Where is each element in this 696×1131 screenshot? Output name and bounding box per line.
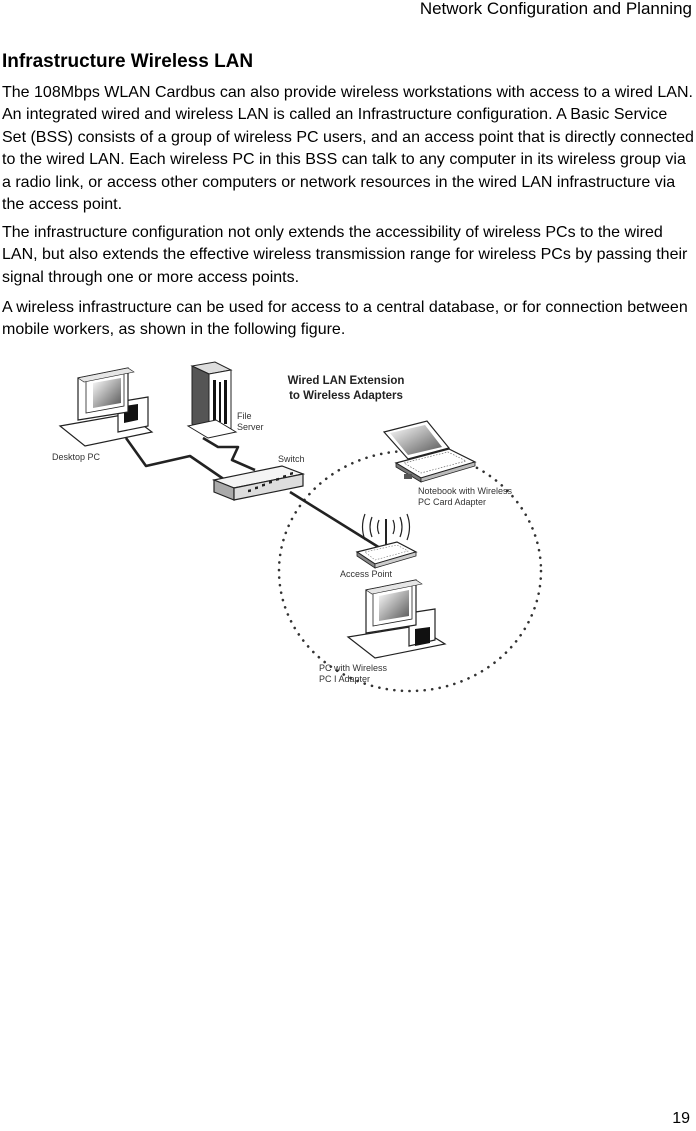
section-title: Infrastructure Wireless LAN: [2, 51, 254, 72]
paragraph-1: The 108Mbps WLAN Cardbus can also provide wireless workstations with access to a wired LAN. An integrated wired and wireless LAN is called an Infrastructure configuration. A Basic Service Set (BSS) consists of a group of wireless PC users, and an access point that is directly connected to the wired LAN. Each wireless PC in this BSS can talk to any computer in its wireless group via a radio link, or access other computers or network resources in the wired LAN infrastructure via the access point.: [2, 84, 694, 214]
desktop-pc-label: Desktop PC: [52, 452, 101, 462]
wireless-pc-icon: [348, 580, 445, 658]
file-server-label-line1: File: [237, 411, 252, 421]
switch-icon: [214, 466, 303, 500]
wireless-pc-label-line2: PC I Adapter: [319, 674, 371, 684]
desktop-pc-icon: [60, 368, 152, 446]
paragraph-2: The infrastructure configuration not only extends the accessibility of wireless PCs to the wired LAN, but also extends the effective wireless transmission range for wireless PCs by passing their signal through one or more access points.: [2, 224, 688, 286]
file-server-icon: [188, 362, 236, 438]
figure-title-line1: Wired LAN Extension: [287, 375, 405, 387]
file-server-label-line2: Server: [237, 422, 264, 432]
paragraph-3: A wireless infrastructure can be used for access to a central database, or for connection between mobile workers, as shown in the following figure.: [2, 299, 688, 339]
access-point-label: Access Point: [340, 569, 393, 579]
notebook-label-line1: Notebook with Wireless: [418, 486, 513, 496]
running-header: Network Configuration and Planning: [419, 0, 692, 18]
figure-title-line2: to Wireless Adapters: [289, 390, 403, 402]
notebook-icon: [384, 421, 475, 482]
page-number: 19: [672, 1110, 690, 1127]
wireless-pc-label-line1: PC with Wireless: [319, 663, 388, 673]
switch-label: Switch: [278, 454, 305, 464]
notebook-label-line2: PC Card Adapter: [418, 497, 487, 507]
access-point-icon: [357, 514, 416, 568]
